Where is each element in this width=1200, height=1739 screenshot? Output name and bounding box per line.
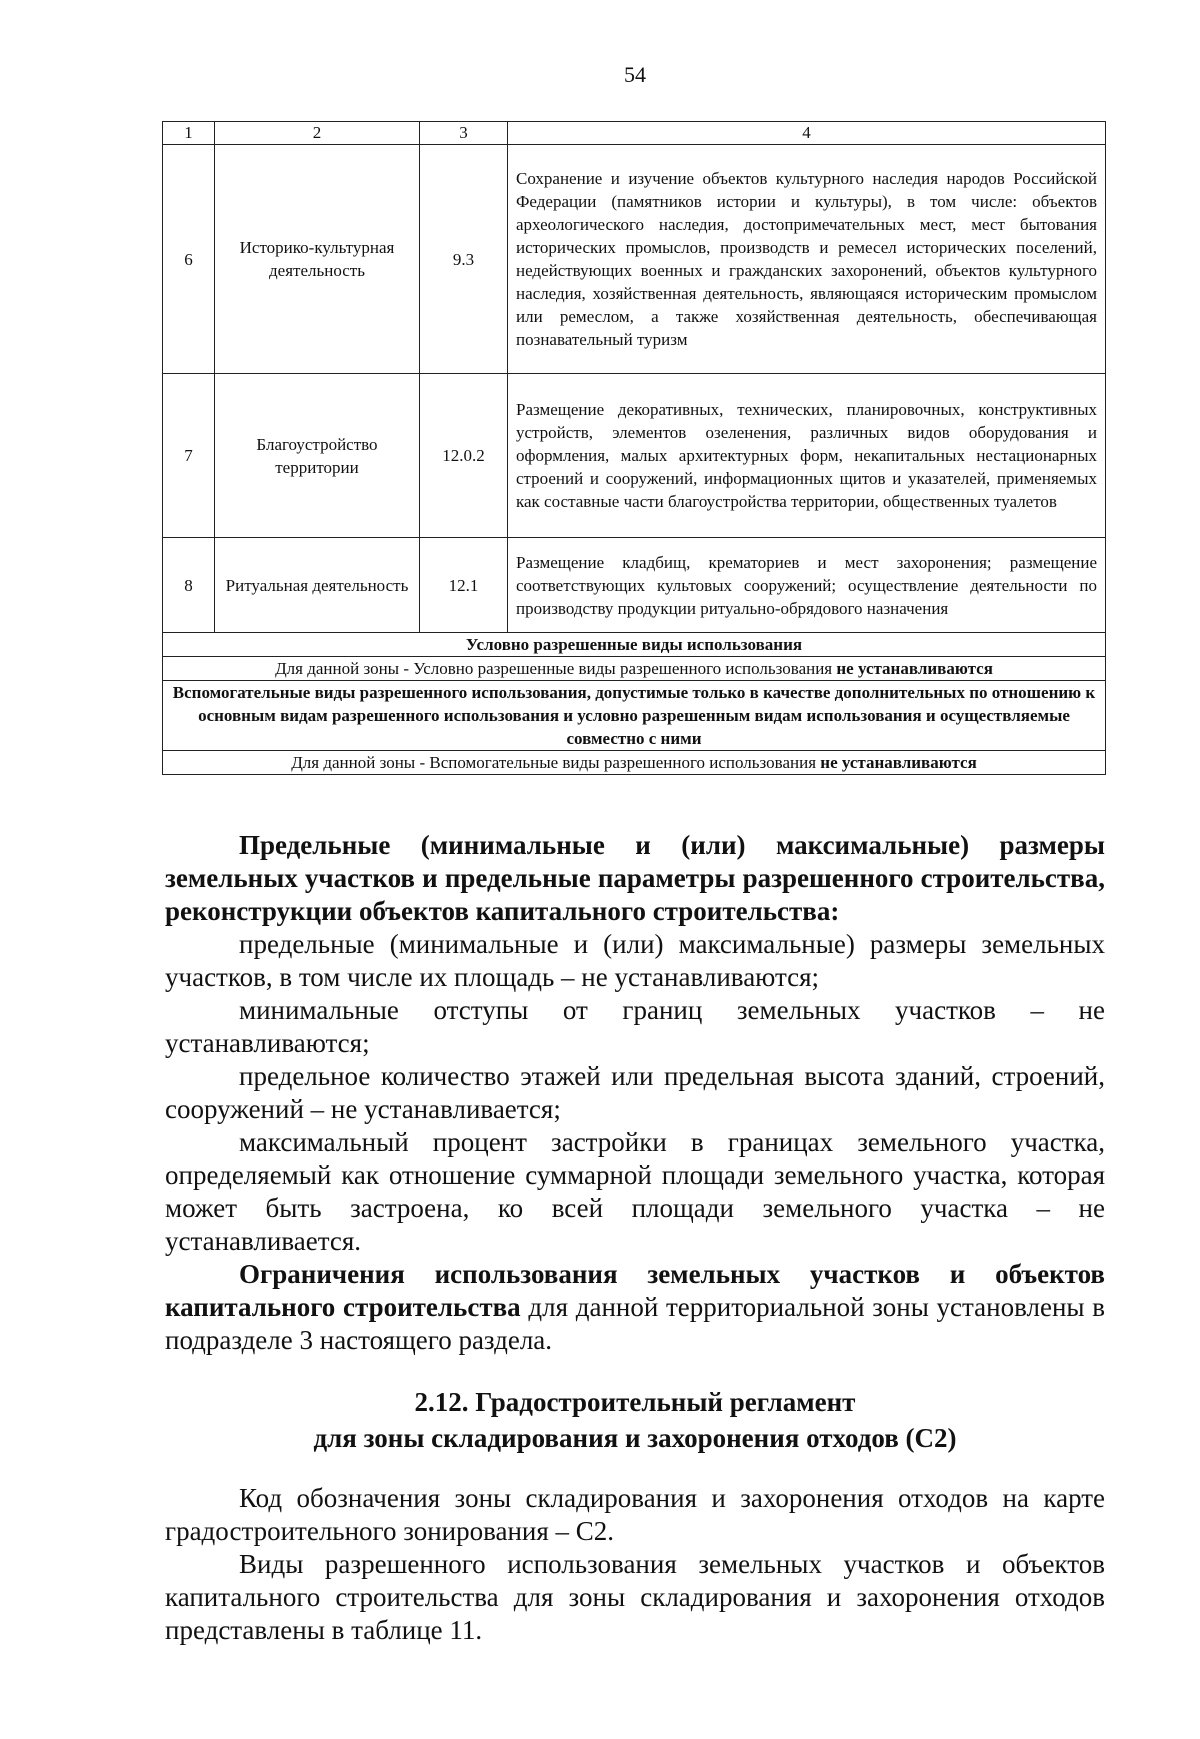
section-title-line: для зоны складирования и захоронения отходов (С2) (313, 1423, 957, 1453)
table-section-row (163, 657, 1106, 681)
land-use-table (162, 121, 1106, 775)
table-header-cell: 4 (508, 122, 1106, 145)
section-paragraph: Виды разрешенного использования земельных участков и объектов капитального строительства для зоны складирования и захоронения отходов представлены в таблице 11. (165, 1549, 1105, 1645)
table-header-row (163, 122, 1106, 145)
section-title-line: 2.12. Градостроительный регламент (414, 1387, 856, 1417)
restrictions-emphasis: Ограничения использования земельных участков и объектов капитального строительства (165, 1259, 1105, 1322)
auxiliary-note-text: Для данной зоны - Вспомогательные виды разрешенного использования (291, 753, 817, 772)
restrictions-text: для данной территориальной зоны установлены в подразделе 3 настоящего раздела. (165, 1292, 1105, 1355)
use-type-name: Историко-культурная деятельность (215, 145, 420, 374)
use-type-name: Благоустройство территории (215, 374, 420, 538)
use-type-code: 9.3 (420, 145, 508, 374)
limits-paragraph: минимальные отступы от границ земельных участков – не устанавливаются; (165, 995, 1105, 1058)
row-number: 8 (163, 538, 215, 633)
table-header-cell: 1 (163, 122, 215, 145)
limits-paragraph: предельное количество этажей или предельная высота зданий, строений, сооружений – не устанавливается; (165, 1061, 1105, 1124)
page-number: 54 (624, 62, 646, 87)
use-type-description: Сохранение и изучение объектов культурного наследия народов Российской Федерации (памятников истории и культуры), в том числе: объектов археологического наследия, достопримечательных мест, мест бытования исторических промыслов, производств и ремесел исторических поселений, недействующих военных и гражданских захоронений, объектов культурного наследия, хозяйственная деятельность, являющаяся историческим промыслом или ремеслом, а также хозяйственная деятельность, обеспечивающая познавательный туризм (508, 145, 1106, 374)
auxiliary-note-emphasis: не устанавливаются (820, 753, 977, 772)
limits-paragraph: предельные (минимальные и (или) максимальные) размеры земельных участков, в том числе их площадь – не устанавливаются; (165, 929, 1105, 992)
row-number: 6 (163, 145, 215, 374)
use-type-name: Ритуальная деятельность (215, 538, 420, 633)
restrictions-paragraph (165, 1258, 1105, 1357)
row-number: 7 (163, 374, 215, 538)
section-body (165, 1482, 1105, 1647)
auxiliary-uses-note (163, 751, 1106, 775)
table-header-cell: 3 (420, 122, 508, 145)
table-section-row (163, 681, 1106, 751)
limits-paragraph: максимальный процент застройки в границах земельного участка, определяемый как отношение суммарной площади земельного участка, которая может быть застроена, ко всей площади земельного участка – не устанавливается. (165, 1127, 1105, 1256)
conditional-note-text: Для данной зоны - Условно разрешенные виды разрешенного использования (275, 659, 833, 678)
limits-heading: Предельные (минимальные и (или) максимальные) размеры земельных участков и предельные параметры разрешенного строительства, реконструкции объектов капитального строительства: (165, 830, 1105, 926)
use-type-description: Размещение кладбищ, крематориев и мест захоронения; размещение соответствующих культовых сооружений; осуществление деятельности по производству продукции ритуально-обрядового назначения (508, 538, 1106, 633)
table-row (163, 538, 1106, 633)
section-paragraph: Код обозначения зоны складирования и захоронения отходов на карте градостроительного зонирования – С2. (165, 1483, 1105, 1546)
table-section-row (163, 751, 1106, 775)
use-type-code: 12.0.2 (420, 374, 508, 538)
use-type-code: 12.1 (420, 538, 508, 633)
section-title (165, 1384, 1105, 1456)
conditional-uses-header: Условно разрешенные виды использования (163, 633, 1106, 657)
conditional-uses-note (163, 657, 1106, 681)
limits-section (165, 829, 1105, 1357)
use-type-description: Размещение декоративных, технических, планировочных, конструктивных устройств, элементов озеленения, различных видов оборудования и оформления, малых архитектурных форм, некапитальных нестационарных строений и сооружений, информационных щитов и указателей, применяемых как составные части благоустройства территории, общественных туалетов (508, 374, 1106, 538)
auxiliary-uses-header: Вспомогательные виды разрешенного использования, допустимые только в качестве дополнительных по отношению к основным видам разрешенного использования и условно разрешенным видам использования и осуществляемые совместно с ними (163, 681, 1106, 751)
conditional-note-emphasis: не устанавливаются (836, 659, 993, 678)
table-section-row (163, 633, 1106, 657)
table-row (163, 145, 1106, 374)
table-header-cell: 2 (215, 122, 420, 145)
table-row (163, 374, 1106, 538)
